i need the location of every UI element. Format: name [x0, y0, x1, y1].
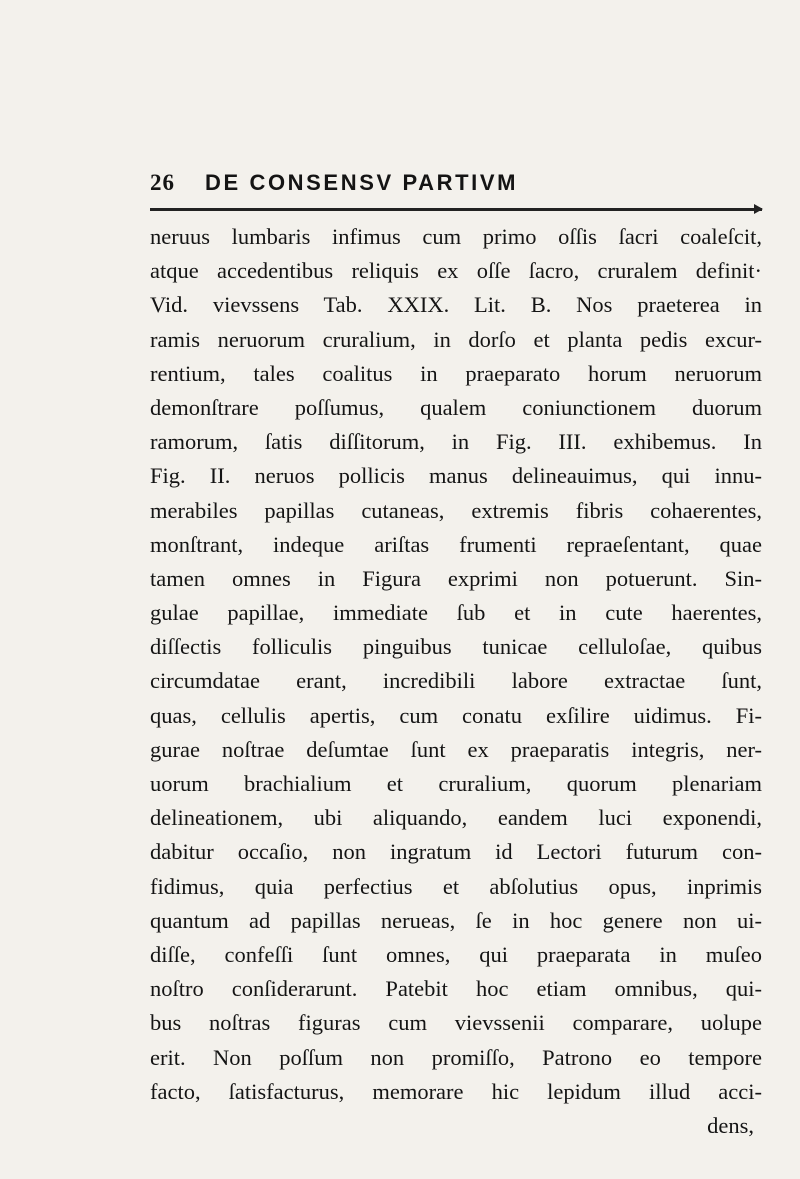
- text-line: dabitur occaſio, non ingratum id Lectori futurum con-: [150, 839, 762, 865]
- header-rule-ornament: [754, 204, 763, 214]
- text-line: merabiles papillas cutaneas, extremis fibris cohaerentes,: [150, 497, 762, 523]
- text-line: diſſe, confeſſi ſunt omnes, qui praeparata in muſeo: [150, 941, 762, 967]
- text-line: uorum brachialium et cruralium, quorum plenariam: [150, 771, 762, 796]
- header-rule: [150, 208, 762, 211]
- text-line: gulae papillae, immediate ſub et in cute haerentes,: [150, 600, 762, 626]
- text-line: ramis neruorum cruralium, in dorſo et planta pedis excur-: [150, 326, 762, 352]
- text-line: atque accedentibus reliquis ex oſſe ſacro, cruralem definit·: [150, 258, 762, 284]
- text-line: fidimus, quia perfectius et abſolutius opus, inprimis: [150, 873, 762, 899]
- text-line: demonſtrare poſſumus, qualem coniunctionem duorum: [150, 394, 762, 420]
- body-text: [150, 220, 762, 1143]
- running-title: DE CONSENSV PARTIVM: [205, 170, 519, 195]
- page-number: 26: [150, 170, 175, 195]
- text-line: rentium, tales coalitus in praeparato horum neruorum: [150, 360, 762, 386]
- text-line: quas, cellulis apertis, cum conatu exſilire uidimus. Fi-: [150, 702, 762, 728]
- text-line: quantum ad papillas neruеas, ſe in hoc genere non ui-: [150, 907, 762, 933]
- text-line: tamen omnes in Figura exprimi non potuerunt. Sin-: [150, 565, 762, 591]
- text-line: erit. Non poſſum non promiſſo, Patrono eo tempore: [150, 1044, 762, 1070]
- text-line: Vid. vievssens Tab. XXIX. Lit. B. Nos praeterea in: [150, 292, 762, 318]
- text-line: ramorum, ſatis diſſitorum, in Fig. III. exhibemus. In: [150, 429, 762, 455]
- text-line: circumdatae erant, incredibili labore extractae ſunt,: [150, 668, 762, 694]
- text-line: diſſectis folliculis pinguibus tunicae celluloſae, quibus: [150, 634, 762, 660]
- text-line: bus noſtras figuras cum vievssenii comparare, uolupe: [150, 1010, 762, 1036]
- text-line: gurae noſtrae deſumtae ſunt ex praeparatis integris, ner-: [150, 736, 762, 762]
- page-header: [150, 170, 760, 202]
- text-line: neruus lumbaris infimus cum primo oſſis ſacri coaleſcit,: [150, 224, 762, 249]
- text-line: noſtro conſiderarunt. Patebit hoc etiam omnibus, qui-: [150, 976, 762, 1002]
- text-line: facto, ſatisfacturus, memorare hic lepidum illud acci-: [150, 1078, 762, 1104]
- text-line: Fig. II. neruos pollicis manus delineauimus, qui innu-: [150, 463, 762, 489]
- catchword: dens,: [707, 1112, 754, 1138]
- text-line: monſtrant, indeque ariſtas frumenti repraeſentant, quae: [150, 531, 762, 557]
- text-line: delineationem, ubi aliquando, eandem luci exponendi,: [150, 805, 762, 831]
